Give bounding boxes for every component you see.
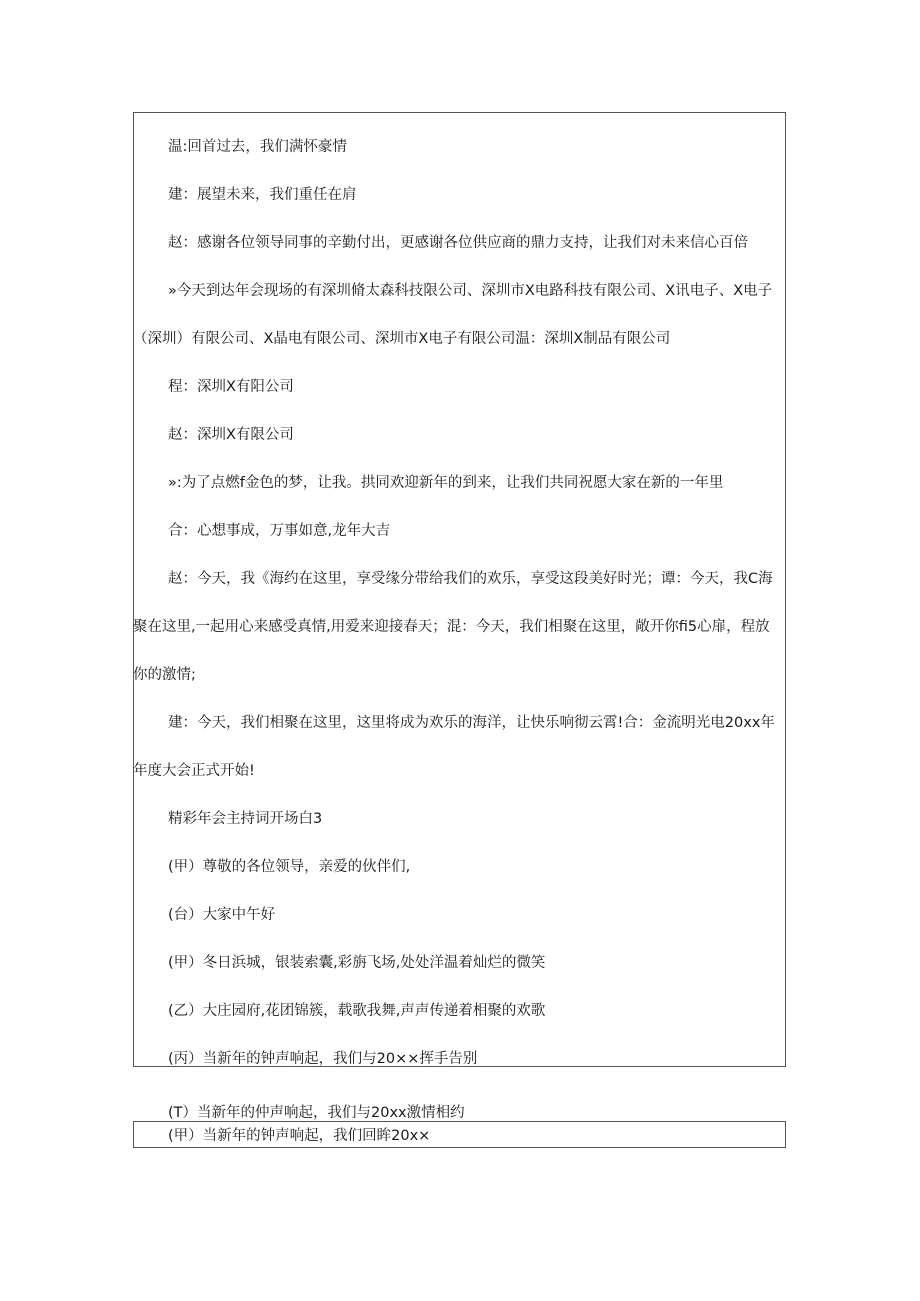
text-line-11: 聚在这里,一起用心来感受真情,用爱来迎接春天；混：今天，我们相聚在这里，敞开你fi5心扉，程放 (133, 619, 770, 635)
text-line-19: (乙）大庄园府,花团锦簇，载歌我舞,声声传递着相聚的欢歌 (168, 1003, 546, 1019)
text-line-3: 赵：感谢各位领导同事的辛勤付出，更感谢各位供应商的鼎力支持，让我们对未来信心百倍 (168, 235, 748, 251)
text-line-4: »今天到达年会现场的有深圳脩太森科技限公司、深圳市X电路科技有限公司、X讯电子、X电子 (168, 283, 773, 299)
text-line-17: (台）大家中午好 (168, 907, 276, 923)
text-line-13: 建：今天，我们相聚在这里，这里将成为欢乐的海洋，让快乐响彻云霄!合：金流明光电20xx年 (168, 715, 775, 731)
text-line-8: »:为了点燃f金色的梦，让我。拱同欢迎新年的到来，让我们共同祝愿大家在新的一年里 (168, 475, 724, 491)
text-line-1: 温:回首过去，我们满怀豪情 (168, 139, 347, 155)
text-line-20: (丙）当新年的钟声响起，我们与20××挥手告别 (168, 1051, 478, 1067)
text-line-6: 程：深圳X有阳公司 (168, 379, 294, 395)
text-line-22: (甲）当新年的钟声响起，我们回眸20x× (168, 1128, 431, 1144)
text-line-2: 建：展望未来，我们重任在肩 (168, 187, 357, 203)
text-line-21: (T）当新年的仲声响起，我们与20xx激情相约 (168, 1105, 465, 1121)
text-line-14: 年度大会正式开始! (133, 763, 255, 779)
text-line-16: (甲）尊敬的各位领导，亲爱的伙伴们, (168, 859, 411, 875)
text-line-7: 赵：深圳X有限公司 (168, 427, 294, 443)
text-line-18: (甲）冬日浜城，银装索囊,彩旃飞场,处处洋温着灿烂的微笑 (168, 955, 546, 971)
section-heading: 精彩年会主持词开场白3 (168, 811, 323, 827)
text-line-12: 你的激情; (133, 667, 196, 683)
text-line-10: 赵：今天，我《海约在这里，享受缘分带给我们的欢乐，享受这段美好时光；谭：今天，我C海 (168, 571, 773, 587)
text-line-9: 合：心想事成，万事如意,龙年大吉 (168, 523, 391, 539)
text-line-5: （深圳）有限公司、X晶电有限公司、深圳市X电子有限公司温：深圳X制品有限公司 (133, 331, 671, 347)
